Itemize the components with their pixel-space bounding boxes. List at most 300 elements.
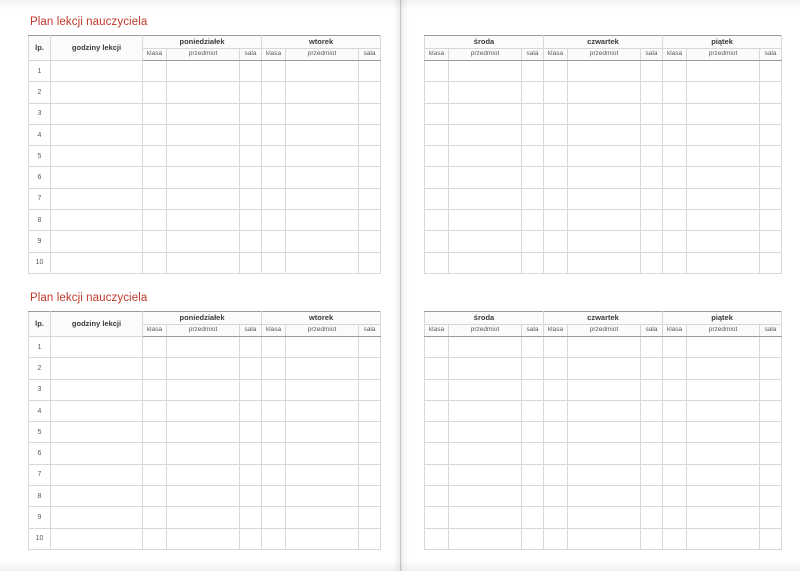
cell-przedmiot[interactable]	[167, 464, 240, 485]
cell-sala[interactable]	[641, 231, 663, 252]
cell-klasa[interactable]	[143, 464, 167, 485]
cell-hours[interactable]	[51, 82, 143, 103]
cell-przedmiot[interactable]	[167, 400, 240, 421]
cell-sala[interactable]	[641, 61, 663, 82]
cell-przedmiot[interactable]	[687, 188, 760, 209]
cell-sala[interactable]	[760, 146, 782, 167]
cell-sala[interactable]	[240, 61, 262, 82]
cell-przedmiot[interactable]	[286, 358, 359, 379]
cell-sala[interactable]	[641, 400, 663, 421]
cell-przedmiot[interactable]	[687, 379, 760, 400]
cell-przedmiot[interactable]	[687, 336, 760, 357]
cell-sala[interactable]	[760, 443, 782, 464]
cell-klasa[interactable]	[262, 528, 286, 549]
cell-przedmiot[interactable]	[167, 188, 240, 209]
cell-przedmiot[interactable]	[568, 103, 641, 124]
cell-klasa[interactable]	[143, 210, 167, 231]
cell-przedmiot[interactable]	[568, 422, 641, 443]
cell-klasa[interactable]	[663, 528, 687, 549]
cell-klasa[interactable]	[425, 507, 449, 528]
cell-przedmiot[interactable]	[286, 464, 359, 485]
cell-przedmiot[interactable]	[167, 61, 240, 82]
cell-sala[interactable]	[760, 82, 782, 103]
cell-przedmiot[interactable]	[687, 146, 760, 167]
cell-przedmiot[interactable]	[568, 336, 641, 357]
cell-przedmiot[interactable]	[286, 379, 359, 400]
cell-klasa[interactable]	[425, 400, 449, 421]
cell-przedmiot[interactable]	[568, 528, 641, 549]
cell-klasa[interactable]	[262, 124, 286, 145]
cell-przedmiot[interactable]	[286, 61, 359, 82]
cell-klasa[interactable]	[262, 210, 286, 231]
cell-przedmiot[interactable]	[568, 486, 641, 507]
cell-sala[interactable]	[522, 167, 544, 188]
cell-sala[interactable]	[522, 61, 544, 82]
cell-klasa[interactable]	[544, 486, 568, 507]
cell-sala[interactable]	[240, 379, 262, 400]
cell-klasa[interactable]	[143, 103, 167, 124]
cell-sala[interactable]	[240, 103, 262, 124]
cell-klasa[interactable]	[663, 210, 687, 231]
cell-sala[interactable]	[240, 210, 262, 231]
cell-klasa[interactable]	[544, 528, 568, 549]
cell-hours[interactable]	[51, 336, 143, 357]
cell-przedmiot[interactable]	[449, 507, 522, 528]
cell-sala[interactable]	[760, 400, 782, 421]
cell-hours[interactable]	[51, 231, 143, 252]
cell-sala[interactable]	[522, 379, 544, 400]
cell-sala[interactable]	[359, 379, 381, 400]
cell-przedmiot[interactable]	[687, 528, 760, 549]
cell-klasa[interactable]	[262, 486, 286, 507]
cell-klasa[interactable]	[544, 82, 568, 103]
cell-sala[interactable]	[240, 464, 262, 485]
cell-klasa[interactable]	[425, 358, 449, 379]
cell-sala[interactable]	[641, 336, 663, 357]
cell-przedmiot[interactable]	[568, 124, 641, 145]
cell-klasa[interactable]	[425, 103, 449, 124]
cell-przedmiot[interactable]	[687, 464, 760, 485]
cell-klasa[interactable]	[663, 82, 687, 103]
cell-klasa[interactable]	[544, 358, 568, 379]
cell-sala[interactable]	[760, 379, 782, 400]
cell-przedmiot[interactable]	[286, 146, 359, 167]
cell-przedmiot[interactable]	[687, 103, 760, 124]
cell-klasa[interactable]	[663, 61, 687, 82]
cell-przedmiot[interactable]	[449, 336, 522, 357]
cell-przedmiot[interactable]	[449, 528, 522, 549]
cell-przedmiot[interactable]	[167, 146, 240, 167]
cell-sala[interactable]	[522, 507, 544, 528]
cell-klasa[interactable]	[143, 486, 167, 507]
cell-przedmiot[interactable]	[286, 443, 359, 464]
cell-klasa[interactable]	[544, 464, 568, 485]
cell-klasa[interactable]	[663, 422, 687, 443]
cell-klasa[interactable]	[425, 188, 449, 209]
cell-klasa[interactable]	[663, 464, 687, 485]
cell-przedmiot[interactable]	[568, 210, 641, 231]
cell-przedmiot[interactable]	[286, 252, 359, 273]
cell-przedmiot[interactable]	[568, 252, 641, 273]
cell-klasa[interactable]	[663, 188, 687, 209]
cell-klasa[interactable]	[262, 103, 286, 124]
cell-klasa[interactable]	[425, 146, 449, 167]
cell-klasa[interactable]	[544, 379, 568, 400]
cell-sala[interactable]	[522, 252, 544, 273]
cell-przedmiot[interactable]	[687, 231, 760, 252]
cell-klasa[interactable]	[663, 379, 687, 400]
cell-sala[interactable]	[760, 167, 782, 188]
cell-przedmiot[interactable]	[568, 146, 641, 167]
cell-sala[interactable]	[359, 231, 381, 252]
cell-klasa[interactable]	[544, 252, 568, 273]
cell-przedmiot[interactable]	[167, 358, 240, 379]
cell-sala[interactable]	[240, 443, 262, 464]
cell-klasa[interactable]	[544, 210, 568, 231]
cell-hours[interactable]	[51, 124, 143, 145]
cell-sala[interactable]	[522, 400, 544, 421]
cell-hours[interactable]	[51, 443, 143, 464]
cell-klasa[interactable]	[544, 231, 568, 252]
cell-klasa[interactable]	[425, 124, 449, 145]
cell-sala[interactable]	[522, 103, 544, 124]
cell-przedmiot[interactable]	[449, 443, 522, 464]
cell-klasa[interactable]	[663, 103, 687, 124]
cell-klasa[interactable]	[143, 336, 167, 357]
cell-hours[interactable]	[51, 252, 143, 273]
cell-klasa[interactable]	[663, 146, 687, 167]
cell-klasa[interactable]	[425, 528, 449, 549]
cell-sala[interactable]	[359, 167, 381, 188]
cell-klasa[interactable]	[262, 167, 286, 188]
cell-przedmiot[interactable]	[449, 82, 522, 103]
cell-przedmiot[interactable]	[167, 486, 240, 507]
cell-klasa[interactable]	[544, 103, 568, 124]
cell-klasa[interactable]	[143, 231, 167, 252]
cell-przedmiot[interactable]	[286, 486, 359, 507]
cell-klasa[interactable]	[262, 188, 286, 209]
cell-hours[interactable]	[51, 464, 143, 485]
cell-klasa[interactable]	[544, 188, 568, 209]
cell-przedmiot[interactable]	[286, 124, 359, 145]
cell-przedmiot[interactable]	[167, 507, 240, 528]
cell-przedmiot[interactable]	[286, 422, 359, 443]
cell-hours[interactable]	[51, 422, 143, 443]
cell-przedmiot[interactable]	[167, 379, 240, 400]
cell-przedmiot[interactable]	[568, 464, 641, 485]
cell-klasa[interactable]	[425, 422, 449, 443]
cell-sala[interactable]	[359, 124, 381, 145]
cell-sala[interactable]	[641, 528, 663, 549]
cell-klasa[interactable]	[425, 379, 449, 400]
cell-sala[interactable]	[760, 103, 782, 124]
cell-przedmiot[interactable]	[286, 188, 359, 209]
cell-klasa[interactable]	[262, 464, 286, 485]
cell-sala[interactable]	[522, 124, 544, 145]
cell-klasa[interactable]	[143, 82, 167, 103]
cell-sala[interactable]	[641, 443, 663, 464]
cell-przedmiot[interactable]	[568, 61, 641, 82]
cell-hours[interactable]	[51, 103, 143, 124]
cell-przedmiot[interactable]	[449, 252, 522, 273]
cell-przedmiot[interactable]	[167, 210, 240, 231]
cell-sala[interactable]	[359, 528, 381, 549]
cell-przedmiot[interactable]	[286, 167, 359, 188]
cell-przedmiot[interactable]	[449, 486, 522, 507]
cell-klasa[interactable]	[262, 146, 286, 167]
cell-klasa[interactable]	[262, 422, 286, 443]
cell-sala[interactable]	[240, 82, 262, 103]
cell-przedmiot[interactable]	[167, 82, 240, 103]
cell-klasa[interactable]	[544, 507, 568, 528]
cell-klasa[interactable]	[143, 379, 167, 400]
cell-klasa[interactable]	[262, 379, 286, 400]
cell-klasa[interactable]	[143, 188, 167, 209]
cell-sala[interactable]	[760, 210, 782, 231]
cell-sala[interactable]	[760, 61, 782, 82]
cell-sala[interactable]	[760, 188, 782, 209]
cell-sala[interactable]	[641, 82, 663, 103]
cell-klasa[interactable]	[663, 358, 687, 379]
cell-przedmiot[interactable]	[167, 443, 240, 464]
cell-klasa[interactable]	[143, 124, 167, 145]
cell-przedmiot[interactable]	[568, 400, 641, 421]
cell-sala[interactable]	[522, 336, 544, 357]
cell-klasa[interactable]	[425, 167, 449, 188]
cell-sala[interactable]	[641, 507, 663, 528]
cell-klasa[interactable]	[262, 358, 286, 379]
cell-przedmiot[interactable]	[286, 82, 359, 103]
cell-sala[interactable]	[760, 124, 782, 145]
cell-sala[interactable]	[359, 422, 381, 443]
cell-sala[interactable]	[240, 336, 262, 357]
cell-przedmiot[interactable]	[449, 400, 522, 421]
cell-hours[interactable]	[51, 61, 143, 82]
cell-sala[interactable]	[760, 358, 782, 379]
cell-sala[interactable]	[641, 422, 663, 443]
cell-klasa[interactable]	[544, 443, 568, 464]
cell-klasa[interactable]	[425, 82, 449, 103]
cell-sala[interactable]	[522, 528, 544, 549]
cell-sala[interactable]	[240, 231, 262, 252]
cell-przedmiot[interactable]	[449, 379, 522, 400]
cell-przedmiot[interactable]	[687, 252, 760, 273]
cell-przedmiot[interactable]	[286, 336, 359, 357]
cell-sala[interactable]	[641, 464, 663, 485]
cell-sala[interactable]	[641, 103, 663, 124]
cell-klasa[interactable]	[425, 486, 449, 507]
cell-przedmiot[interactable]	[687, 400, 760, 421]
cell-przedmiot[interactable]	[167, 167, 240, 188]
cell-przedmiot[interactable]	[449, 188, 522, 209]
cell-sala[interactable]	[240, 252, 262, 273]
cell-sala[interactable]	[359, 464, 381, 485]
cell-sala[interactable]	[641, 358, 663, 379]
cell-sala[interactable]	[240, 400, 262, 421]
cell-klasa[interactable]	[425, 252, 449, 273]
cell-sala[interactable]	[240, 486, 262, 507]
cell-klasa[interactable]	[262, 231, 286, 252]
cell-sala[interactable]	[240, 146, 262, 167]
cell-sala[interactable]	[760, 507, 782, 528]
cell-sala[interactable]	[359, 61, 381, 82]
cell-przedmiot[interactable]	[687, 210, 760, 231]
cell-przedmiot[interactable]	[449, 422, 522, 443]
cell-hours[interactable]	[51, 167, 143, 188]
cell-klasa[interactable]	[425, 61, 449, 82]
cell-sala[interactable]	[760, 231, 782, 252]
cell-przedmiot[interactable]	[568, 82, 641, 103]
cell-klasa[interactable]	[544, 167, 568, 188]
cell-sala[interactable]	[760, 252, 782, 273]
cell-sala[interactable]	[359, 103, 381, 124]
cell-przedmiot[interactable]	[449, 61, 522, 82]
cell-przedmiot[interactable]	[687, 358, 760, 379]
cell-klasa[interactable]	[544, 124, 568, 145]
cell-sala[interactable]	[359, 358, 381, 379]
cell-przedmiot[interactable]	[687, 124, 760, 145]
cell-sala[interactable]	[641, 167, 663, 188]
cell-sala[interactable]	[760, 486, 782, 507]
cell-klasa[interactable]	[425, 231, 449, 252]
cell-klasa[interactable]	[143, 422, 167, 443]
cell-klasa[interactable]	[143, 507, 167, 528]
cell-klasa[interactable]	[262, 252, 286, 273]
cell-klasa[interactable]	[663, 336, 687, 357]
cell-przedmiot[interactable]	[568, 231, 641, 252]
cell-przedmiot[interactable]	[449, 231, 522, 252]
cell-klasa[interactable]	[663, 443, 687, 464]
cell-sala[interactable]	[359, 188, 381, 209]
cell-sala[interactable]	[240, 188, 262, 209]
cell-sala[interactable]	[760, 464, 782, 485]
cell-sala[interactable]	[522, 146, 544, 167]
cell-przedmiot[interactable]	[167, 336, 240, 357]
cell-sala[interactable]	[522, 231, 544, 252]
cell-sala[interactable]	[641, 124, 663, 145]
cell-sala[interactable]	[359, 146, 381, 167]
cell-przedmiot[interactable]	[687, 507, 760, 528]
cell-przedmiot[interactable]	[449, 167, 522, 188]
cell-klasa[interactable]	[425, 443, 449, 464]
cell-sala[interactable]	[522, 443, 544, 464]
cell-przedmiot[interactable]	[568, 167, 641, 188]
cell-klasa[interactable]	[143, 146, 167, 167]
cell-sala[interactable]	[522, 486, 544, 507]
cell-sala[interactable]	[522, 82, 544, 103]
cell-hours[interactable]	[51, 486, 143, 507]
cell-sala[interactable]	[760, 422, 782, 443]
cell-przedmiot[interactable]	[449, 210, 522, 231]
cell-sala[interactable]	[641, 252, 663, 273]
cell-sala[interactable]	[240, 167, 262, 188]
cell-klasa[interactable]	[262, 336, 286, 357]
cell-przedmiot[interactable]	[286, 400, 359, 421]
cell-przedmiot[interactable]	[286, 507, 359, 528]
cell-hours[interactable]	[51, 188, 143, 209]
cell-przedmiot[interactable]	[687, 443, 760, 464]
cell-klasa[interactable]	[663, 400, 687, 421]
cell-hours[interactable]	[51, 379, 143, 400]
cell-przedmiot[interactable]	[167, 103, 240, 124]
cell-przedmiot[interactable]	[286, 231, 359, 252]
cell-przedmiot[interactable]	[568, 379, 641, 400]
cell-klasa[interactable]	[262, 507, 286, 528]
cell-przedmiot[interactable]	[449, 146, 522, 167]
cell-przedmiot[interactable]	[568, 358, 641, 379]
cell-hours[interactable]	[51, 400, 143, 421]
cell-przedmiot[interactable]	[687, 422, 760, 443]
cell-klasa[interactable]	[663, 252, 687, 273]
cell-sala[interactable]	[522, 188, 544, 209]
cell-przedmiot[interactable]	[568, 188, 641, 209]
cell-klasa[interactable]	[544, 336, 568, 357]
cell-sala[interactable]	[359, 443, 381, 464]
cell-sala[interactable]	[522, 422, 544, 443]
cell-przedmiot[interactable]	[687, 167, 760, 188]
cell-klasa[interactable]	[544, 422, 568, 443]
cell-klasa[interactable]	[143, 252, 167, 273]
cell-klasa[interactable]	[544, 400, 568, 421]
cell-przedmiot[interactable]	[286, 210, 359, 231]
cell-klasa[interactable]	[262, 61, 286, 82]
cell-klasa[interactable]	[143, 358, 167, 379]
cell-klasa[interactable]	[143, 528, 167, 549]
cell-sala[interactable]	[240, 528, 262, 549]
cell-klasa[interactable]	[425, 210, 449, 231]
cell-klasa[interactable]	[663, 124, 687, 145]
cell-klasa[interactable]	[425, 336, 449, 357]
cell-sala[interactable]	[359, 507, 381, 528]
cell-sala[interactable]	[522, 464, 544, 485]
cell-przedmiot[interactable]	[167, 252, 240, 273]
cell-przedmiot[interactable]	[687, 61, 760, 82]
cell-sala[interactable]	[641, 486, 663, 507]
cell-hours[interactable]	[51, 210, 143, 231]
cell-sala[interactable]	[240, 358, 262, 379]
cell-sala[interactable]	[522, 358, 544, 379]
cell-przedmiot[interactable]	[286, 103, 359, 124]
cell-sala[interactable]	[359, 82, 381, 103]
cell-przedmiot[interactable]	[449, 124, 522, 145]
cell-sala[interactable]	[641, 379, 663, 400]
cell-klasa[interactable]	[262, 443, 286, 464]
cell-klasa[interactable]	[663, 507, 687, 528]
cell-klasa[interactable]	[663, 486, 687, 507]
cell-hours[interactable]	[51, 146, 143, 167]
cell-klasa[interactable]	[663, 231, 687, 252]
cell-sala[interactable]	[359, 486, 381, 507]
cell-hours[interactable]	[51, 358, 143, 379]
cell-przedmiot[interactable]	[449, 464, 522, 485]
cell-przedmiot[interactable]	[286, 528, 359, 549]
cell-sala[interactable]	[641, 210, 663, 231]
cell-sala[interactable]	[359, 252, 381, 273]
cell-przedmiot[interactable]	[167, 231, 240, 252]
cell-przedmiot[interactable]	[449, 103, 522, 124]
cell-sala[interactable]	[760, 528, 782, 549]
cell-klasa[interactable]	[143, 167, 167, 188]
cell-przedmiot[interactable]	[687, 82, 760, 103]
cell-klasa[interactable]	[425, 464, 449, 485]
cell-sala[interactable]	[240, 124, 262, 145]
cell-sala[interactable]	[641, 146, 663, 167]
cell-klasa[interactable]	[544, 146, 568, 167]
cell-sala[interactable]	[240, 507, 262, 528]
cell-sala[interactable]	[359, 210, 381, 231]
cell-klasa[interactable]	[143, 61, 167, 82]
cell-klasa[interactable]	[262, 82, 286, 103]
